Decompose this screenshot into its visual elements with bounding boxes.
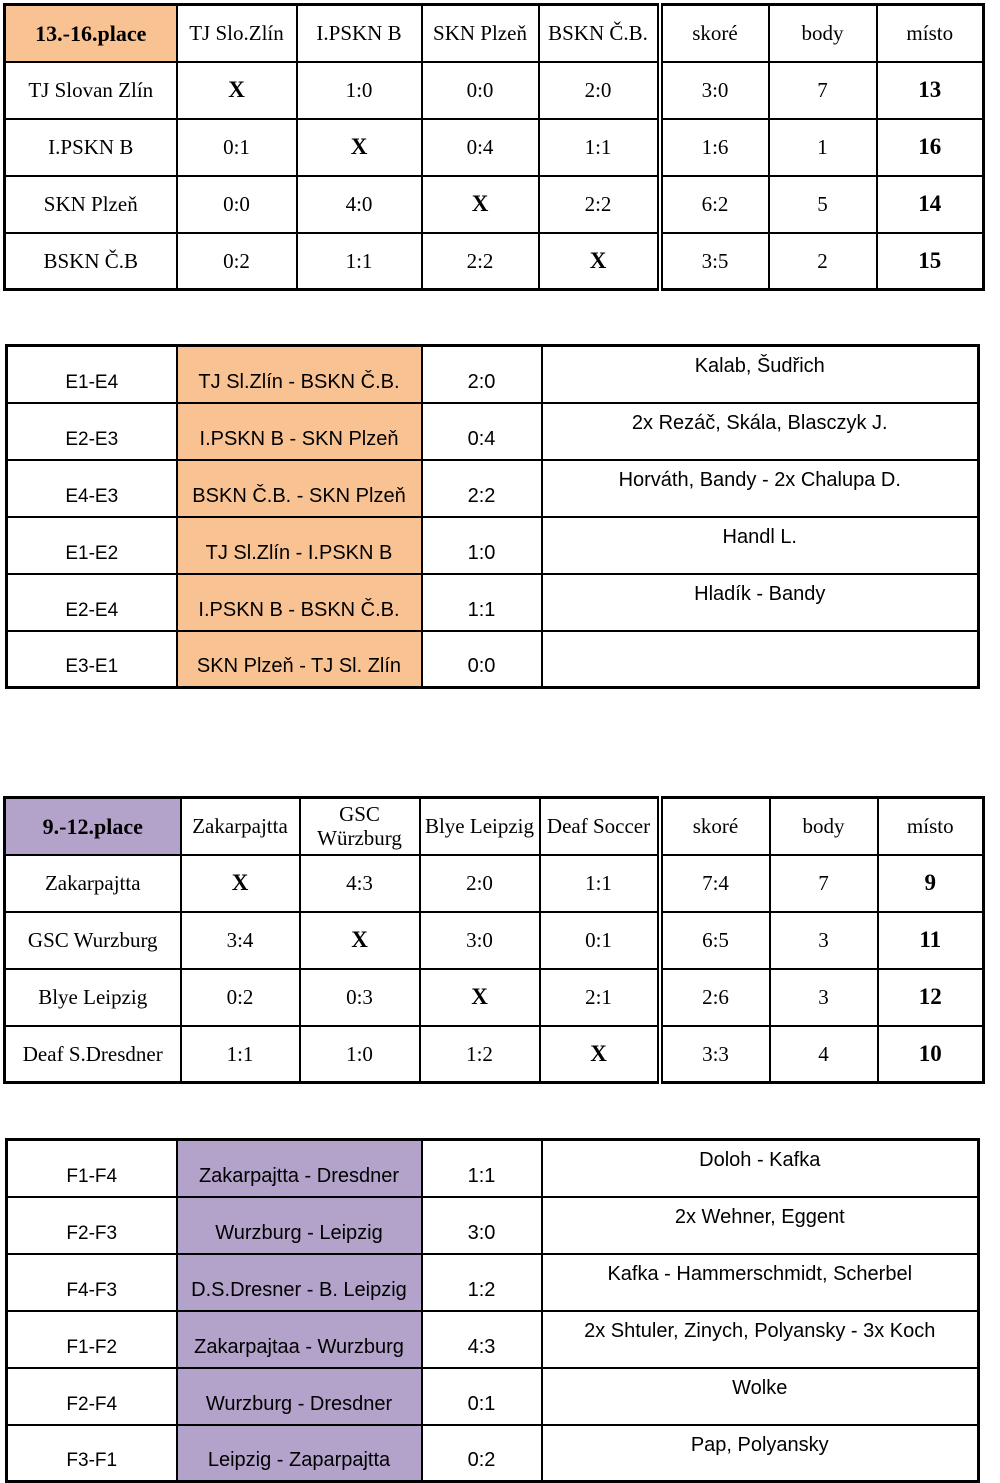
matches-table-group-f bbox=[5, 1138, 980, 1483]
goal-score: 7:4 bbox=[660, 855, 770, 912]
points: 3 bbox=[770, 969, 878, 1026]
rank: 16 bbox=[877, 119, 984, 176]
result-cell: 0:0 bbox=[177, 176, 297, 233]
column-header-skore: skoré bbox=[660, 798, 770, 855]
result-cell: 4:3 bbox=[300, 855, 420, 912]
goal-score: 6:5 bbox=[660, 912, 770, 969]
column-header-team-4: BSKN Č.B. bbox=[539, 5, 660, 62]
match-code: F2-F4 bbox=[7, 1368, 177, 1425]
result-cell: 0:4 bbox=[422, 119, 539, 176]
table-row bbox=[5, 176, 984, 233]
rank: 13 bbox=[877, 62, 984, 119]
result-cell: X bbox=[420, 969, 540, 1026]
result-cell: X bbox=[177, 62, 297, 119]
match-fixture: BSKN Č.B. - SKN Plzeň bbox=[177, 460, 422, 517]
match-score: 1:1 bbox=[422, 574, 542, 631]
table-row bbox=[7, 631, 979, 688]
match-code: E1-E2 bbox=[7, 517, 177, 574]
match-scorers: Hladík - Bandy bbox=[542, 574, 979, 631]
result-cell: X bbox=[297, 119, 422, 176]
match-code: F4-F3 bbox=[7, 1254, 177, 1311]
points: 2 bbox=[769, 233, 877, 290]
rank: 14 bbox=[877, 176, 984, 233]
points: 4 bbox=[770, 1026, 878, 1083]
points: 1 bbox=[769, 119, 877, 176]
result-cell: 0:0 bbox=[422, 62, 539, 119]
table-row bbox=[7, 1425, 979, 1482]
rank: 9 bbox=[878, 855, 984, 912]
table-row bbox=[7, 1254, 979, 1311]
points: 7 bbox=[769, 62, 877, 119]
match-score: 0:2 bbox=[422, 1425, 542, 1482]
result-cell: 0:1 bbox=[540, 912, 660, 969]
match-fixture: TJ Sl.Zlín - BSKN Č.B. bbox=[177, 346, 422, 403]
column-header-team-3: Blye Leipzig bbox=[420, 798, 540, 855]
match-fixture: I.PSKN B - SKN Plzeň bbox=[177, 403, 422, 460]
points: 7 bbox=[770, 855, 878, 912]
result-cell: 1:2 bbox=[420, 1026, 540, 1083]
match-fixture: Leipzig - Zaparpajtta bbox=[177, 1425, 422, 1482]
team-name: Zakarpajtta bbox=[5, 855, 181, 912]
match-scorers: Doloh - Kafka bbox=[542, 1140, 979, 1197]
match-code: F1-F2 bbox=[7, 1311, 177, 1368]
column-header-team-1: TJ Slo.Zlín bbox=[177, 5, 297, 62]
table-row bbox=[7, 517, 979, 574]
team-name: Deaf S.Dresdner bbox=[5, 1026, 181, 1083]
team-name: I.PSKN B bbox=[5, 119, 177, 176]
table-row bbox=[5, 62, 984, 119]
result-cell: X bbox=[539, 233, 660, 290]
match-fixture: Zakarpajtta - Dresdner bbox=[177, 1140, 422, 1197]
table-row bbox=[5, 912, 984, 969]
table-row bbox=[7, 574, 979, 631]
table-row bbox=[7, 1197, 979, 1254]
result-cell: 3:4 bbox=[181, 912, 300, 969]
match-fixture: D.S.Dresner - B. Leipzig bbox=[177, 1254, 422, 1311]
table-row bbox=[7, 460, 979, 517]
table-row bbox=[7, 346, 979, 403]
result-cell: 1:1 bbox=[539, 119, 660, 176]
rank: 12 bbox=[878, 969, 984, 1026]
table-row bbox=[7, 1140, 979, 1197]
table-row bbox=[5, 119, 984, 176]
column-header-team-2: I.PSKN B bbox=[297, 5, 422, 62]
column-header-body: body bbox=[770, 798, 878, 855]
goal-score: 6:2 bbox=[660, 176, 769, 233]
match-scorers bbox=[542, 631, 979, 688]
table-header-row bbox=[5, 5, 984, 62]
match-score: 0:1 bbox=[422, 1368, 542, 1425]
match-fixture: I.PSKN B - BSKN Č.B. bbox=[177, 574, 422, 631]
goal-score: 1:6 bbox=[660, 119, 769, 176]
match-scorers: Kalab, Šudřich bbox=[542, 346, 979, 403]
team-name: GSC Wurzburg bbox=[5, 912, 181, 969]
match-score: 0:0 bbox=[422, 631, 542, 688]
match-scorers: Kafka - Hammerschmidt, Scherbel bbox=[542, 1254, 979, 1311]
standings-table-9-12 bbox=[3, 796, 985, 1084]
rank: 15 bbox=[877, 233, 984, 290]
result-cell: 3:0 bbox=[420, 912, 540, 969]
table-row bbox=[5, 855, 984, 912]
match-scorers: Wolke bbox=[542, 1368, 979, 1425]
match-score: 3:0 bbox=[422, 1197, 542, 1254]
team-name: BSKN Č.B bbox=[5, 233, 177, 290]
match-code: F3-F1 bbox=[7, 1425, 177, 1482]
table-row bbox=[7, 1311, 979, 1368]
table-row bbox=[5, 1026, 984, 1083]
match-scorers: Horváth, Bandy - 2x Chalupa D. bbox=[542, 460, 979, 517]
goal-score: 3:5 bbox=[660, 233, 769, 290]
goal-score: 3:3 bbox=[660, 1026, 770, 1083]
match-score: 1:1 bbox=[422, 1140, 542, 1197]
team-name: TJ Slovan Zlín bbox=[5, 62, 177, 119]
result-cell: 0:3 bbox=[300, 969, 420, 1026]
match-score: 2:0 bbox=[422, 346, 542, 403]
match-fixture: Wurzburg - Leipzig bbox=[177, 1197, 422, 1254]
column-header-team-1: Zakarpajtta bbox=[181, 798, 300, 855]
column-header-misto: místo bbox=[877, 5, 984, 62]
match-fixture: Zakarpajtaa - Wurzburg bbox=[177, 1311, 422, 1368]
rank: 11 bbox=[878, 912, 984, 969]
result-cell: 2:2 bbox=[422, 233, 539, 290]
match-code: F2-F3 bbox=[7, 1197, 177, 1254]
group-title-9-12: 9.-12.place bbox=[5, 798, 181, 855]
table-header-row bbox=[5, 798, 984, 855]
group-title-13-16: 13.-16.place bbox=[5, 5, 177, 62]
match-score: 2:2 bbox=[422, 460, 542, 517]
column-header-team-4: Deaf Soccer bbox=[540, 798, 660, 855]
column-header-body: body bbox=[769, 5, 877, 62]
result-cell: X bbox=[181, 855, 300, 912]
points: 3 bbox=[770, 912, 878, 969]
result-cell: 2:1 bbox=[540, 969, 660, 1026]
match-scorers: 2x Rezáč, Skála, Blasczyk J. bbox=[542, 403, 979, 460]
table-row bbox=[7, 403, 979, 460]
match-score: 4:3 bbox=[422, 1311, 542, 1368]
result-cell: 0:1 bbox=[177, 119, 297, 176]
goal-score: 3:0 bbox=[660, 62, 769, 119]
standings-table-13-16 bbox=[3, 3, 985, 291]
match-code: E2-E4 bbox=[7, 574, 177, 631]
result-cell: 2:0 bbox=[420, 855, 540, 912]
matches-table-group-e bbox=[5, 344, 980, 689]
match-scorers: Pap, Polyansky bbox=[542, 1425, 979, 1482]
result-cell: X bbox=[540, 1026, 660, 1083]
table-row bbox=[5, 233, 984, 290]
match-code: F1-F4 bbox=[7, 1140, 177, 1197]
match-code: E3-E1 bbox=[7, 631, 177, 688]
match-score: 1:2 bbox=[422, 1254, 542, 1311]
table-row bbox=[5, 969, 984, 1026]
match-fixture: Wurzburg - Dresdner bbox=[177, 1368, 422, 1425]
result-cell: X bbox=[300, 912, 420, 969]
column-header-team-2: GSC Würzburg bbox=[300, 798, 420, 855]
team-name: SKN Plzeň bbox=[5, 176, 177, 233]
result-cell: 1:1 bbox=[181, 1026, 300, 1083]
match-fixture: TJ Sl.Zlín - I.PSKN B bbox=[177, 517, 422, 574]
match-fixture: SKN Plzeň - TJ Sl. Zlín bbox=[177, 631, 422, 688]
rank: 10 bbox=[878, 1026, 984, 1083]
result-cell: 1:0 bbox=[297, 62, 422, 119]
result-cell: 1:0 bbox=[300, 1026, 420, 1083]
match-scorers: 2x Wehner, Eggent bbox=[542, 1197, 979, 1254]
team-name: Blye Leipzig bbox=[5, 969, 181, 1026]
column-header-misto: místo bbox=[878, 798, 984, 855]
result-cell: 1:1 bbox=[297, 233, 422, 290]
column-header-team-3: SKN Plzeň bbox=[422, 5, 539, 62]
match-scorers: 2x Shtuler, Zinych, Polyansky - 3x Koch bbox=[542, 1311, 979, 1368]
result-cell: X bbox=[422, 176, 539, 233]
result-cell: 1:1 bbox=[540, 855, 660, 912]
match-code: E1-E4 bbox=[7, 346, 177, 403]
match-score: 1:0 bbox=[422, 517, 542, 574]
result-cell: 0:2 bbox=[177, 233, 297, 290]
column-header-skore: skoré bbox=[660, 5, 769, 62]
match-score: 0:4 bbox=[422, 403, 542, 460]
result-cell: 2:2 bbox=[539, 176, 660, 233]
result-cell: 2:0 bbox=[539, 62, 660, 119]
result-cell: 0:2 bbox=[181, 969, 300, 1026]
points: 5 bbox=[769, 176, 877, 233]
table-row bbox=[7, 1368, 979, 1425]
result-cell: 4:0 bbox=[297, 176, 422, 233]
match-scorers: Handl L. bbox=[542, 517, 979, 574]
match-code: E2-E3 bbox=[7, 403, 177, 460]
match-code: E4-E3 bbox=[7, 460, 177, 517]
goal-score: 2:6 bbox=[660, 969, 770, 1026]
